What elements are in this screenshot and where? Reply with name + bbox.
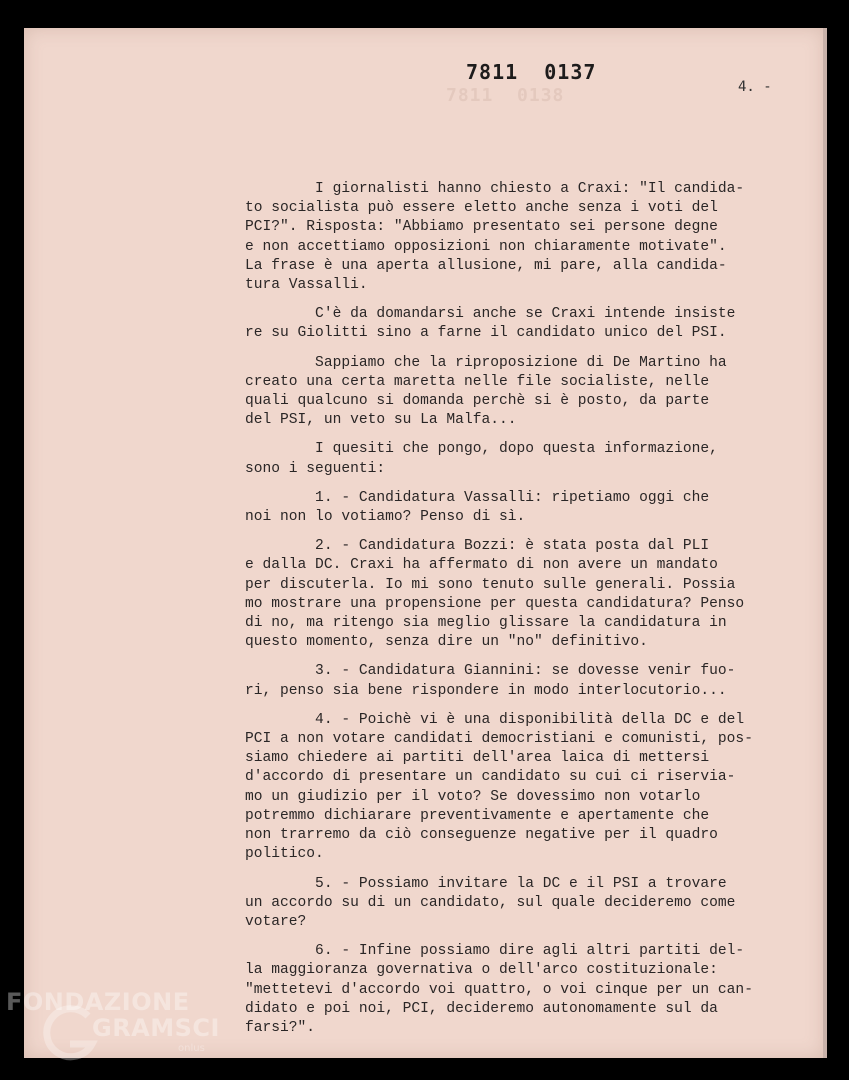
question-2: 2. - Candidatura Bozzi: è stata posta dal PLI e dalla DC. Craxi ha affermato di non avere un mandato per discuterla. Io mi sono tenuto sulle generali. Possia mo mostrare una propensione per questa candidatura? Penso di no, ma ritengo sia meglio glissare la candidatura in questo momento, senza dire un "no" definitivo. bbox=[245, 538, 745, 651]
paragraph-craxi-giolitti: C'è da domandarsi anche se Craxi intende insiste re su Giolitti sino a farne il candidato unico del PSI. bbox=[245, 306, 736, 342]
paragraph-questions-intro: I quesiti che pongo, dopo questa informazione, sono i seguenti: bbox=[245, 441, 718, 477]
question-1: 1. - Candidatura Vassalli: ripetiamo oggi che noi non lo votiamo? Penso di sì. bbox=[245, 489, 710, 526]
question-5: 5. - Possiamo invitare la DC e il PSI a trovare un accordo su di un candidato, sul quale decideremo come votare? bbox=[245, 875, 736, 930]
watermark-line-3: onlus bbox=[178, 1043, 205, 1054]
fondazione-gramsci-watermark bbox=[6, 988, 220, 1068]
page-number: 4. - bbox=[738, 79, 772, 95]
paragraph-de-martino: Sappiamo che la riproposizione di De Martino ha creato una certa maretta nelle file socialiste, nelle quali qualcuno si domanda perchè si è posto, da parte del PSI, un veto su La Malfa... bbox=[245, 354, 727, 429]
document-number: 7811 0137 bbox=[466, 60, 597, 84]
letter-body bbox=[245, 180, 805, 1048]
watermark-line-2: GRAMSCI bbox=[92, 1014, 220, 1042]
question-4: 4. - Poichè vi è una disponibilità della DC e del PCI a non votare candidati democristiani e comunisti, pos- siamo chiedere ai partiti dell'area laica di mettersi d'accordo di presentare un candidato su cui ci riservia- mo un giudizio per il voto? Se dovessimo non votarlo potremmo dichiarare preventivamente e apertamente che non trarremo da ciò conseguenze negative per il quadro politico. bbox=[245, 711, 753, 863]
watermark-line-1: FONDAZIONE bbox=[6, 988, 190, 1016]
page-edge bbox=[823, 28, 827, 1058]
question-6: 6. - Infine possiamo dire agli altri partiti del- la maggioranza governativa o dell'arco costituzionale: "mettetevi d'accordo voi quattro, o voi cinque per un can- didato e poi noi, PCI, decideremo autonomamente sul da farsi?". bbox=[245, 943, 753, 1036]
paragraph-intro: I giornalisti hanno chiesto a Craxi: "Il candida- to socialista può essere eletto anche senza i voti del PCI?". Risposta: "Abbiamo presentato sei persone degne e non accettiamo opposizioni non chiaramente motivate". La frase è una aperta allusione, mi pare, alla candida- tura Vassalli. bbox=[245, 181, 745, 294]
question-3: 3. - Candidatura Giannini: se dovesse venir fuo- ri, penso sia bene rispondere in modo interlocutorio... bbox=[245, 663, 736, 699]
gramsci-g-icon bbox=[40, 1002, 100, 1066]
document-number-bleedthrough: 7811 0138 bbox=[446, 85, 565, 106]
